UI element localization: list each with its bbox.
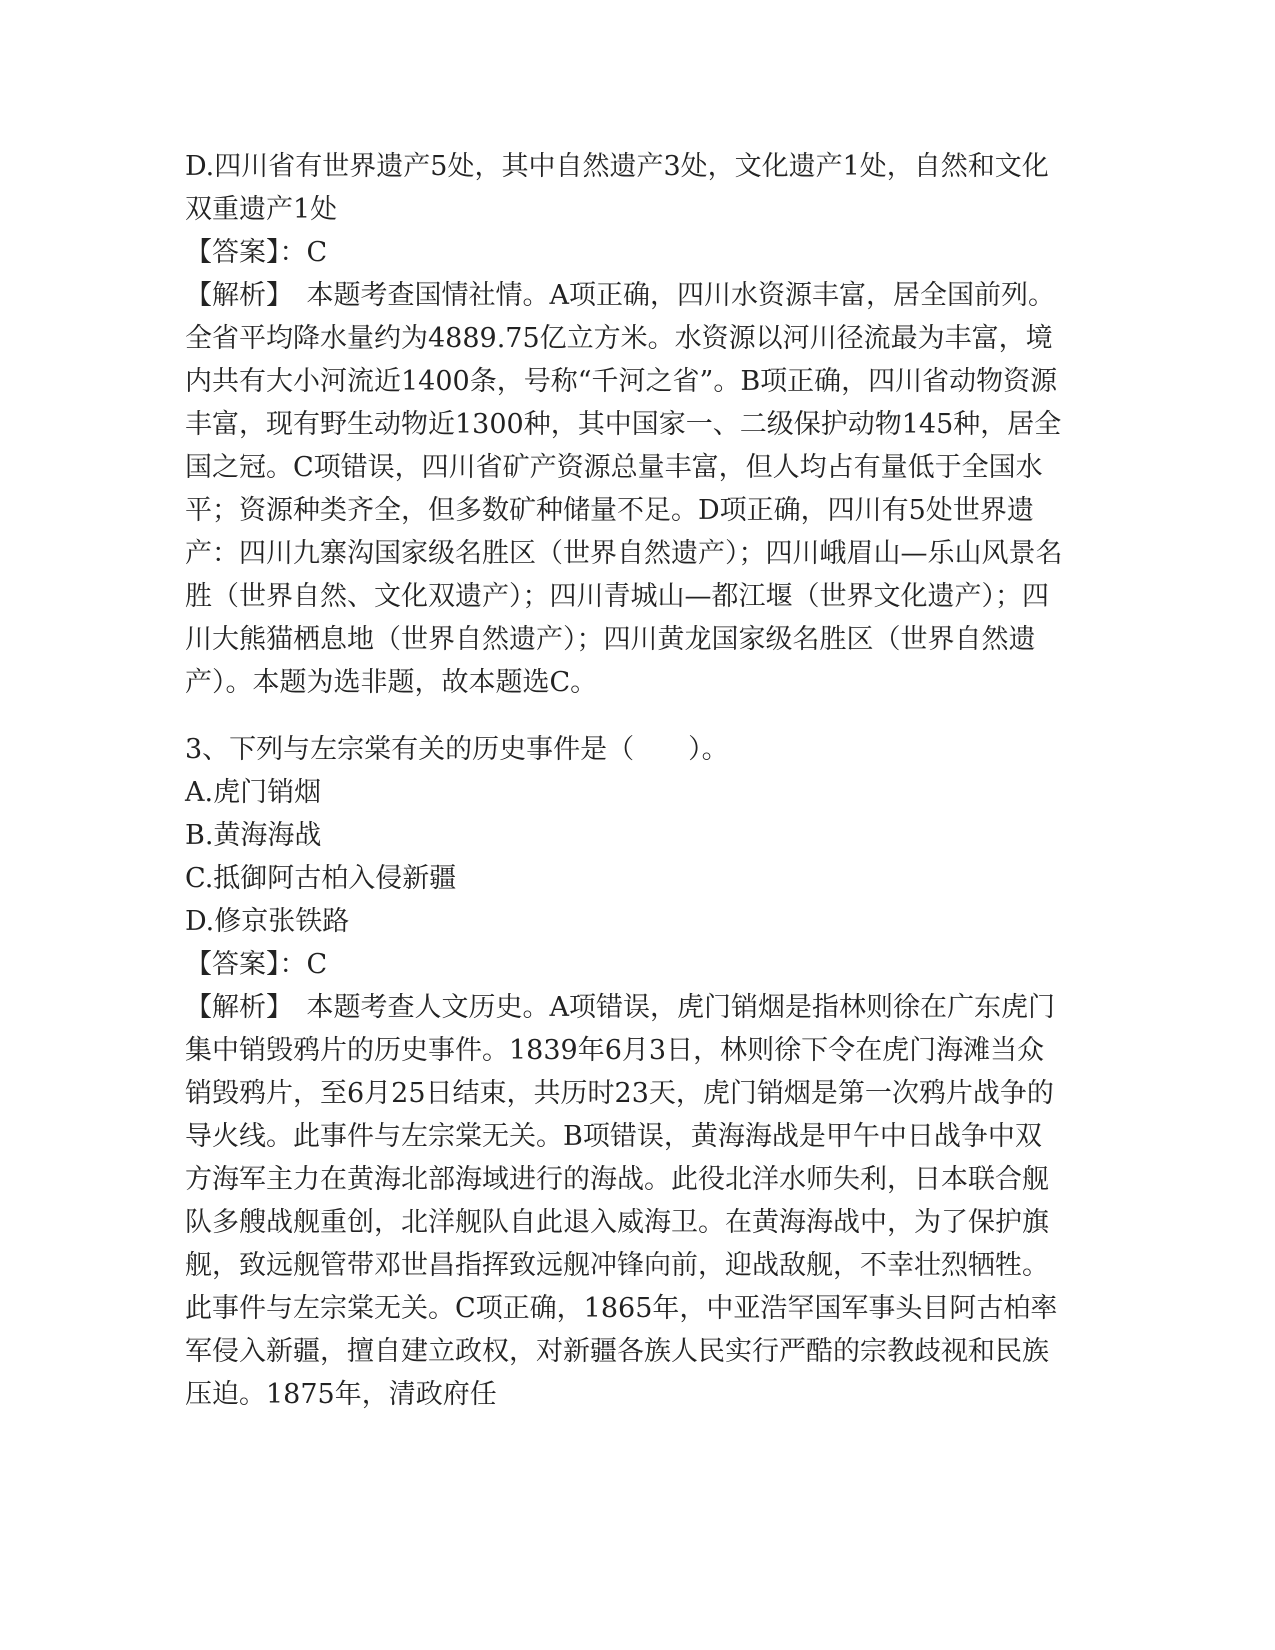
- q2-analysis: 【解析】 本题考查国情社情。A项正确，四川水资源丰富，居全国前列。全省平均降水量约为4889.75亿立方米。水资源以河川径流最为丰富，境内共有大小河流近1400条，号称“千河之省”。B项正确，四川省动物资源丰富，现有野生动物近1300种，其中国家一、二级保护动物145种，居全国之冠。C项错误，四川省矿产资源总量丰富，但人均占有量低于全国水平；资源种类齐全，但多数矿种储量不足。D项正确，四川有5处世界遗产：四川九寨沟国家级名胜区（世界自然遗产）；四川峨眉山—乐山风景名胜（世界自然、文化双遗产）；四川青城山—都江堰（世界文化遗产）；四川大熊猫栖息地（世界自然遗产）；四川黄龙国家级名胜区（世界自然遗产）。本题为选非题，故本题选C。: [185, 280, 1063, 698]
- q3-answer: 【答案】：C: [185, 949, 328, 980]
- q3-option-a: A.虎门销烟: [185, 777, 322, 808]
- q3-option-d: D.修京张铁路: [185, 906, 350, 937]
- q2-answer: 【答案】：C: [185, 237, 328, 268]
- q3-question: 3、下列与左宗棠有关的历史事件是（ ）。: [185, 734, 729, 765]
- question-gap: [185, 704, 1065, 728]
- q2-option-d: D.四川省有世界遗产5处，其中自然遗产3处，文化遗产1处，自然和文化双重遗产1处: [185, 151, 1049, 225]
- q3-option-c: C.抵御阿古柏入侵新疆: [185, 863, 457, 894]
- page-content: [185, 145, 1065, 1416]
- q3-option-b: B.黄海海战: [185, 820, 322, 851]
- q3-analysis: 【解析】 本题考查人文历史。A项错误，虎门销烟是指林则徐在广东虎门集中销毁鸦片的历史事件。1839年6月3日，林则徐下令在虎门海滩当众销毁鸦片，至6月25日结束，共历时23天，虎门销烟是第一次鸦片战争的导火线。此事件与左宗棠无关。B项错误，黄海海战是甲午中日战争中双方海军主力在黄海北部海域进行的海战。此役北洋水师失利，日本联合舰队多艘战舰重创，北洋舰队自此退入威海卫。在黄海海战中，为了保护旗舰，致远舰管带邓世昌指挥致远舰冲锋向前，迎战敌舰，不幸壮烈牺牲。此事件与左宗棠无关。C项正确，1865年，中亚浩罕国军事头目阿古柏率军侵入新疆，擅自建立政权，对新疆各族人民实行严酷的宗教歧视和民族压迫。1875年，清政府任: [185, 992, 1058, 1410]
